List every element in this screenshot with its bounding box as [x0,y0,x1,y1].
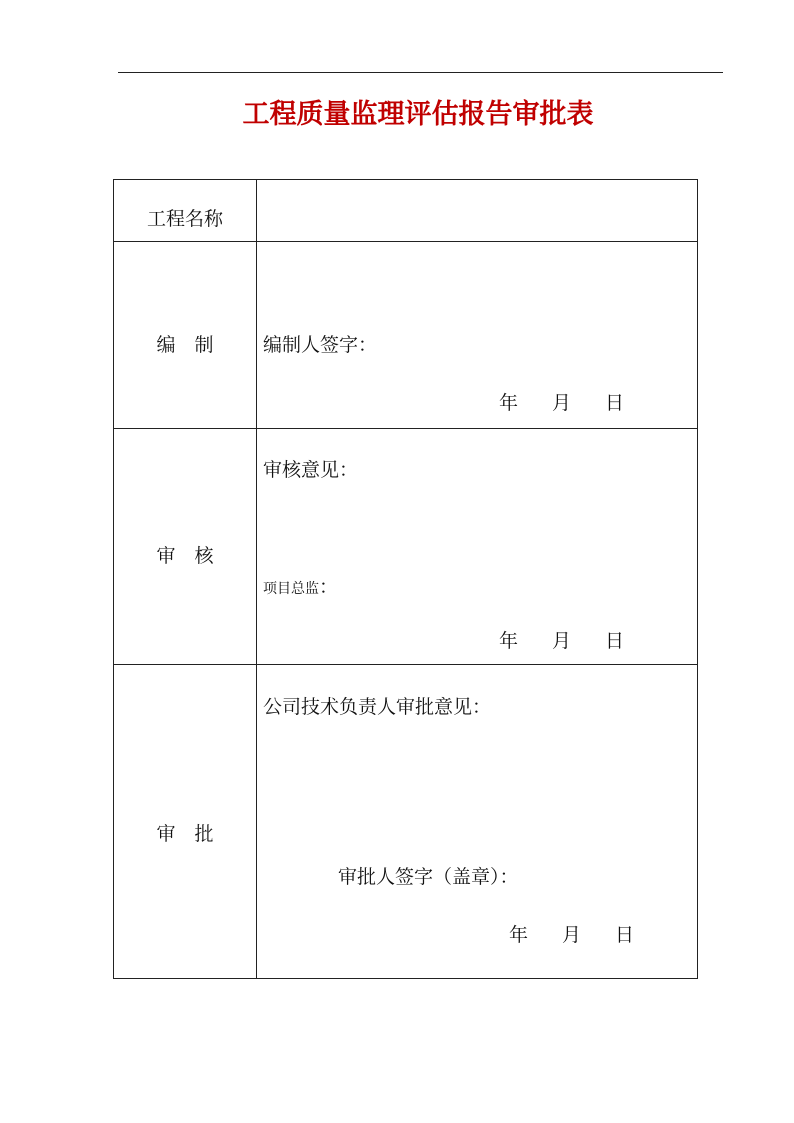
compile-label-cell [114,242,257,429]
compile-content-cell[interactable] [257,242,698,429]
approve-date-year: 年 [509,923,529,946]
document-title: 工程质量监理评估报告审批表 [242,99,594,130]
approve-content-cell[interactable] [257,664,698,978]
review-opinion-label: 审核意见： [263,459,359,482]
project-name-value-cell[interactable] [257,180,698,242]
table-row-approve [114,664,698,978]
review-date-day: 日 [605,630,625,653]
table-row-project-name [114,180,698,242]
compile-date [499,388,624,415]
table-row-review [114,429,698,664]
chief-supervisor-label-line [263,572,338,599]
project-name-label: 工程名称 [146,208,223,230]
approval-form-table [113,179,698,979]
approval-opinion-label: 公司技术负责人审批意见： [263,695,492,718]
compile-date-year: 年 [499,392,519,415]
table-row-compile [114,242,698,429]
chief-supervisor-label: 项目总监 [263,581,319,598]
compiler-signature-label: 编制人签字： [263,334,378,357]
compile-label: 编 制 [156,334,214,357]
header-rule [118,72,723,73]
review-date-year: 年 [499,630,519,653]
review-label-cell [114,429,257,664]
approve-date-month: 月 [562,923,582,946]
approver-signature-label: 审批人签字（盖章）： [338,865,519,888]
review-content-cell[interactable] [257,429,698,664]
compile-date-month: 月 [552,392,572,415]
chief-supervisor-colon: ： [319,576,339,599]
project-name-label-cell [114,180,257,242]
review-date [499,626,624,653]
compile-date-day: 日 [605,392,625,415]
review-date-month: 月 [552,630,572,653]
approve-date-day: 日 [615,923,635,946]
review-label: 审 核 [156,545,214,568]
approve-date [509,920,634,947]
approve-label: 审 批 [156,822,214,845]
approve-label-cell [114,664,257,978]
